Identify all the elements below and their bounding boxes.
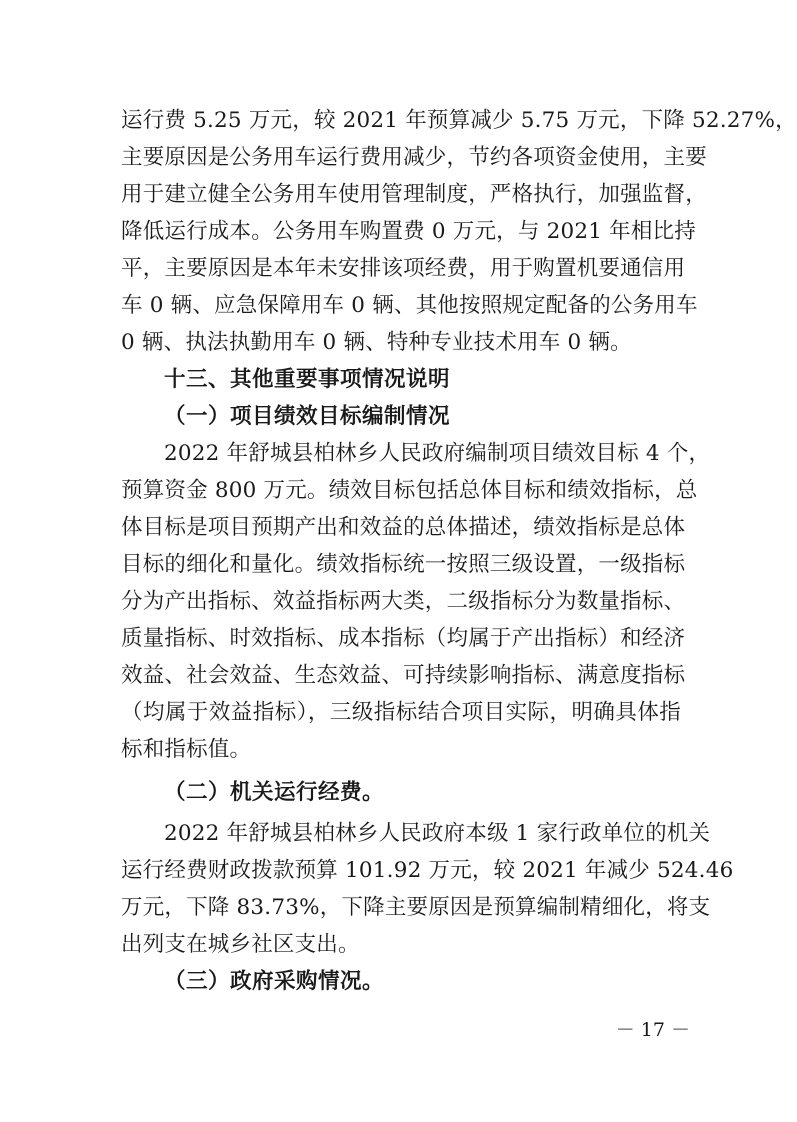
paragraph-line: 平，主要原因是本年未安排该项经费，用于购置机要通信用 <box>121 256 686 281</box>
paragraph-line: 体目标是项目预期产出和效益的总体描述，绩效指标是总体 <box>121 515 686 540</box>
subsection-heading: （一）项目绩效目标编制情况 <box>164 404 451 429</box>
paragraph-line: 运行经费财政拨款预算 101.92 万元，较 2021 年减少 524.46 <box>121 858 734 883</box>
section-heading: 十三、其他重要事项情况说明 <box>164 367 451 392</box>
paragraph-line: 用于建立健全公务用车使用管理制度，严格执行，加强监督， <box>121 182 707 207</box>
paragraph-line: 2022 年舒城县柏林乡人民政府本级 1 家行政单位的机关 <box>164 821 711 846</box>
paragraph-line: 降低运行成本。公务用车购置费 0 万元，与 2021 年相比持 <box>121 219 696 244</box>
paragraph-line: 标和指标值。 <box>121 737 252 762</box>
paragraph-line: 目标的细化和量化。绩效指标统一按照三级设置，一级指标 <box>121 552 686 577</box>
paragraph-line: 车 0 辆、应急保障用车 0 辆、其他按照规定配备的公务用车 <box>121 293 698 318</box>
paragraph-line: 出列支在城乡社区支出。 <box>121 932 360 957</box>
paragraph-line: （均属于效益指标），三级指标结合项目实际，明确具体指 <box>121 700 681 725</box>
paragraph-line: 0 辆、执法执勤用车 0 辆、特种专业技术用车 0 辆。 <box>121 330 632 355</box>
paragraph-line: 主要原因是公务用车运行费用减少，节约各项资金使用，主要 <box>121 145 707 170</box>
paragraph-line: 分为产出指标、效益指标两大类，二级指标分为数量指标、 <box>121 589 686 614</box>
paragraph-line: 效益、社会效益、生态效益、可持续影响指标、满意度指标 <box>121 663 686 688</box>
page-number: － 17 － <box>615 1019 690 1041</box>
paragraph-line: 万元，下降 83.73%，下降主要原因是预算编制精细化，将支 <box>121 895 711 920</box>
paragraph-line: 运行费 5.25 万元，较 2021 年预算减少 5.75 万元，下降 52.27%， <box>121 108 797 133</box>
subsection-heading: （三）政府采购情况。 <box>164 969 385 994</box>
paragraph-line: 2022 年舒城县柏林乡人民政府编制项目绩效目标 4 个， <box>164 441 711 466</box>
paragraph-line: 质量指标、时效指标、成本指标（均属于产出指标）和经济 <box>121 626 686 651</box>
subsection-heading: （二）机关运行经费。 <box>164 780 385 805</box>
paragraph-line: 预算资金 800 万元。绩效目标包括总体目标和绩效指标，总 <box>121 478 698 503</box>
